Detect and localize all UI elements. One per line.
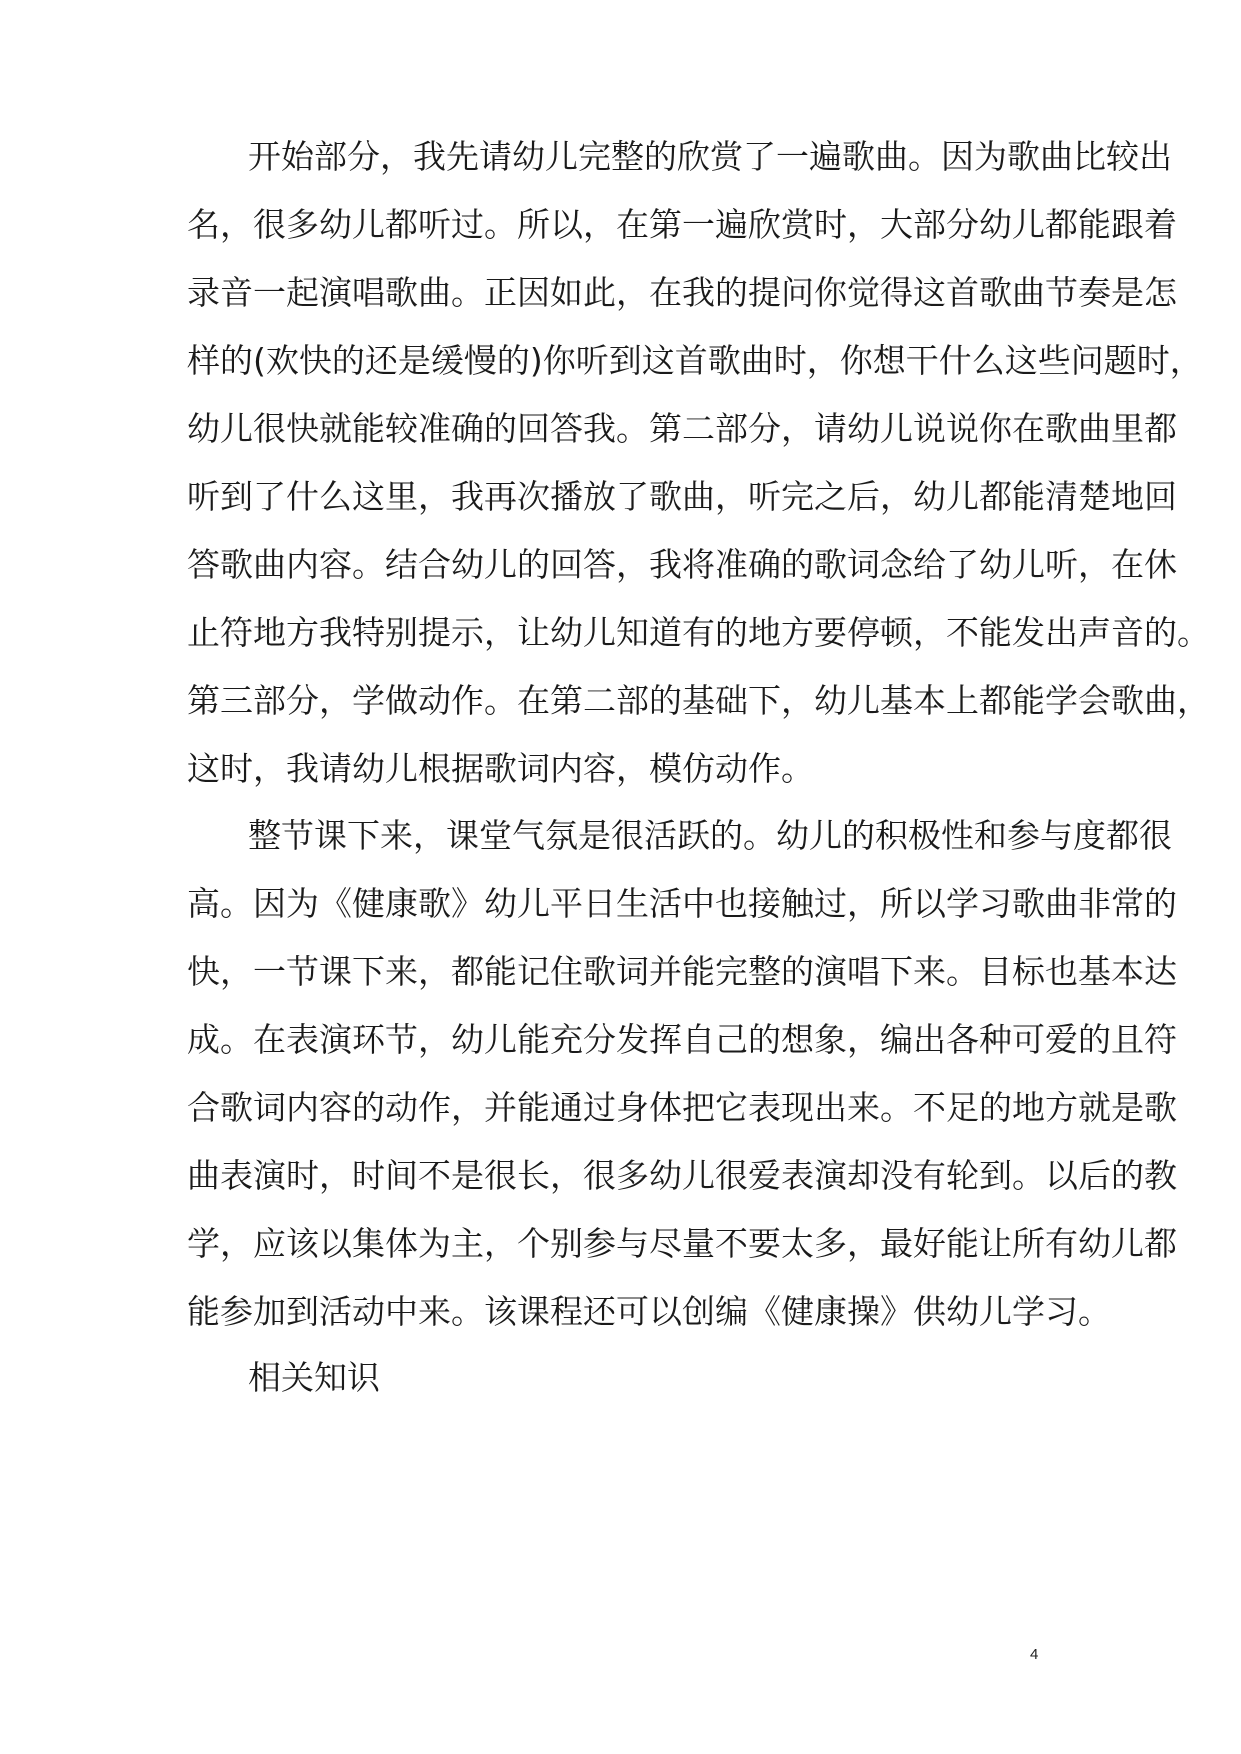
paragraph-line: 学，应该以集体为主，个别参与尽量不要太多，最好能让所有幼儿都 bbox=[187, 1224, 1177, 1263]
paragraph-line: 听到了什么这里，我再次播放了歌曲，听完之后，幼儿都能清楚地回 bbox=[187, 477, 1177, 516]
paragraph-line: 样的(欢快的还是缓慢的)你听到这首歌曲时，你想干什么这些问题时， bbox=[187, 341, 1203, 380]
paragraph-line: 整节课下来，课堂气氛是很活跃的。幼儿的积极性和参与度都很 bbox=[248, 816, 1172, 855]
paragraph-line: 录音一起演唱歌曲。正因如此，在我的提问你觉得这首歌曲节奏是怎 bbox=[187, 273, 1177, 312]
paragraph-line: 开始部分，我先请幼儿完整的欣赏了一遍歌曲。因为歌曲比较出 bbox=[248, 137, 1172, 176]
paragraph-line: 幼儿很快就能较准确的回答我。第二部分，请幼儿说说你在歌曲里都 bbox=[187, 409, 1177, 448]
paragraph-line: 这时，我请幼儿根据歌词内容，模仿动作。 bbox=[187, 749, 814, 788]
paragraph-line: 答歌曲内容。结合幼儿的回答，我将准确的歌词念给了幼儿听，在休 bbox=[187, 545, 1177, 584]
page-number: 4 bbox=[1030, 1646, 1039, 1663]
paragraph-line: 快，一节课下来，都能记住歌词并能完整的演唱下来。目标也基本达 bbox=[187, 952, 1177, 991]
paragraph-line: 能参加到活动中来。该课程还可以创编《健康操》供幼儿学习。 bbox=[187, 1292, 1111, 1331]
paragraph-line: 合歌词内容的动作，并能通过身体把它表现出来。不足的地方就是歌 bbox=[187, 1088, 1177, 1127]
paragraph-line: 止符地方我特别提示，让幼儿知道有的地方要停顿，不能发出声音的。 bbox=[187, 613, 1210, 652]
section-heading: 相关知识 bbox=[248, 1358, 380, 1397]
paragraph-line: 名，很多幼儿都听过。所以，在第一遍欣赏时，大部分幼儿都能跟着 bbox=[187, 205, 1177, 244]
paragraph-line: 高。因为《健康歌》幼儿平日生活中也接触过，所以学习歌曲非常的 bbox=[187, 884, 1177, 923]
paragraph-line: 曲表演时，时间不是很长，很多幼儿很爱表演却没有轮到。以后的教 bbox=[187, 1156, 1177, 1195]
paragraph-line: 成。在表演环节，幼儿能充分发挥自己的想象，编出各种可爱的且符 bbox=[187, 1020, 1177, 1059]
paragraph-line: 第三部分，学做动作。在第二部的基础下，幼儿基本上都能学会歌曲， bbox=[187, 681, 1210, 720]
